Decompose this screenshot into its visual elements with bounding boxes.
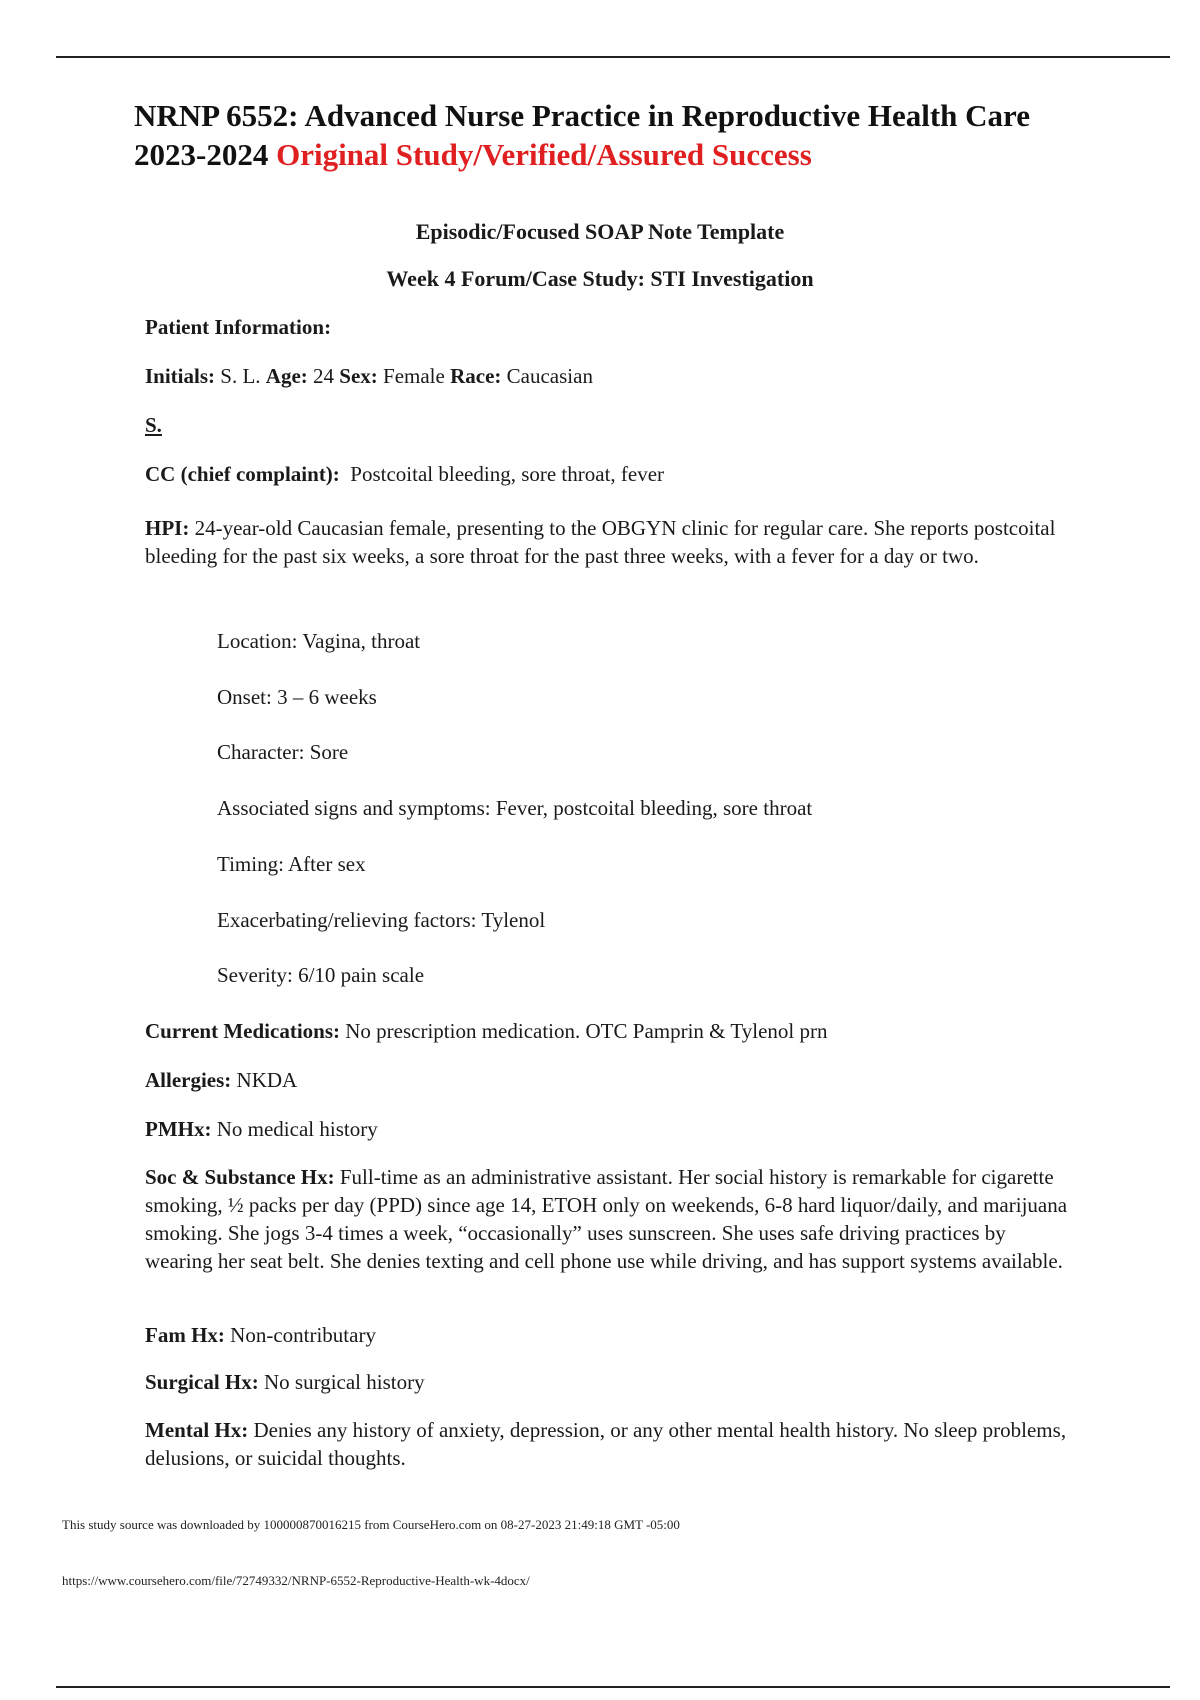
surgical-history: Surgical Hx: No surgical history bbox=[145, 1370, 425, 1394]
hpi-character: Character: Sore bbox=[217, 740, 349, 764]
hpi-severity: Severity: 6/10 pain scale bbox=[217, 963, 425, 987]
patient-info-heading: Patient Information: bbox=[145, 315, 332, 339]
document-title bbox=[134, 96, 1094, 174]
hpi-location: Location: Vagina, throat bbox=[217, 629, 421, 653]
hpi-associated-symptoms: Associated signs and symptoms: Fever, postcoital bleeding, sore throat bbox=[217, 796, 813, 820]
top-rule bbox=[56, 56, 1170, 58]
hpi-factors: Exacerbating/relieving factors: Tylenol bbox=[217, 908, 546, 932]
source-url[interactable]: https://www.coursehero.com/file/72749332/NRNP-6552-Reproductive-Health-wk-4docx/ bbox=[62, 1573, 530, 1588]
allergies: Allergies: NKDA bbox=[145, 1068, 298, 1092]
social-substance-history: Soc & Substance Hx: Full-time as an administrative assistant. Her social history is remarkable for cigarette smoking, ½ packs per day (PPD) since age 14, ETOH only on weekends, 6-8 hard liquor/daily, and marijuana smoking. She jogs 3-4 times a week, “occasionally” uses sunscreen. She uses safe driving practices by wearing her seat belt. She denies texting and cell phone use while driving, and has support systems available. bbox=[145, 1165, 1068, 1273]
current-medications: Current Medications: No prescription medication. OTC Pamprin & Tylenol prn bbox=[145, 1019, 828, 1043]
template-subtitle: Episodic/Focused SOAP Note Template bbox=[415, 219, 785, 244]
mental-history: Mental Hx: Denies any history of anxiety, depression, or any other mental health history. No sleep problems, delusions, or suicidal thoughts. bbox=[145, 1418, 1067, 1470]
pmhx: PMHx: No medical history bbox=[145, 1117, 378, 1141]
download-note: This study source was downloaded by 100000870016215 from CourseHero.com on 08-27-2023 21:49:18 GMT -05:00 bbox=[62, 1517, 680, 1532]
subjective-heading: S. bbox=[145, 413, 162, 437]
patient-demographics: Initials: S. L. Age: 24 Sex: Female Race: Caucasian bbox=[145, 364, 593, 388]
hpi-onset: Onset: 3 – 6 weeks bbox=[217, 685, 377, 709]
case-subtitle: Week 4 Forum/Case Study: STI Investigation bbox=[386, 266, 814, 291]
hpi: HPI: 24-year-old Caucasian female, presenting to the OBGYN clinic for regular care. She reports postcoital bleeding for the past six weeks, a sore throat for the past three weeks, with a fever for a day or two. bbox=[145, 516, 1056, 568]
bottom-rule bbox=[56, 1686, 1170, 1688]
title-accent: Original Study/Verified/Assured Success bbox=[276, 137, 812, 172]
family-history: Fam Hx: Non-contributary bbox=[145, 1323, 376, 1347]
hpi-timing: Timing: After sex bbox=[217, 852, 366, 876]
title-main: NRNP 6552: Advanced Nurse Practice in Reproductive Health Care 2023-2024 bbox=[134, 98, 1031, 172]
chief-complaint: CC (chief complaint): Postcoital bleeding, sore throat, fever bbox=[145, 462, 665, 486]
